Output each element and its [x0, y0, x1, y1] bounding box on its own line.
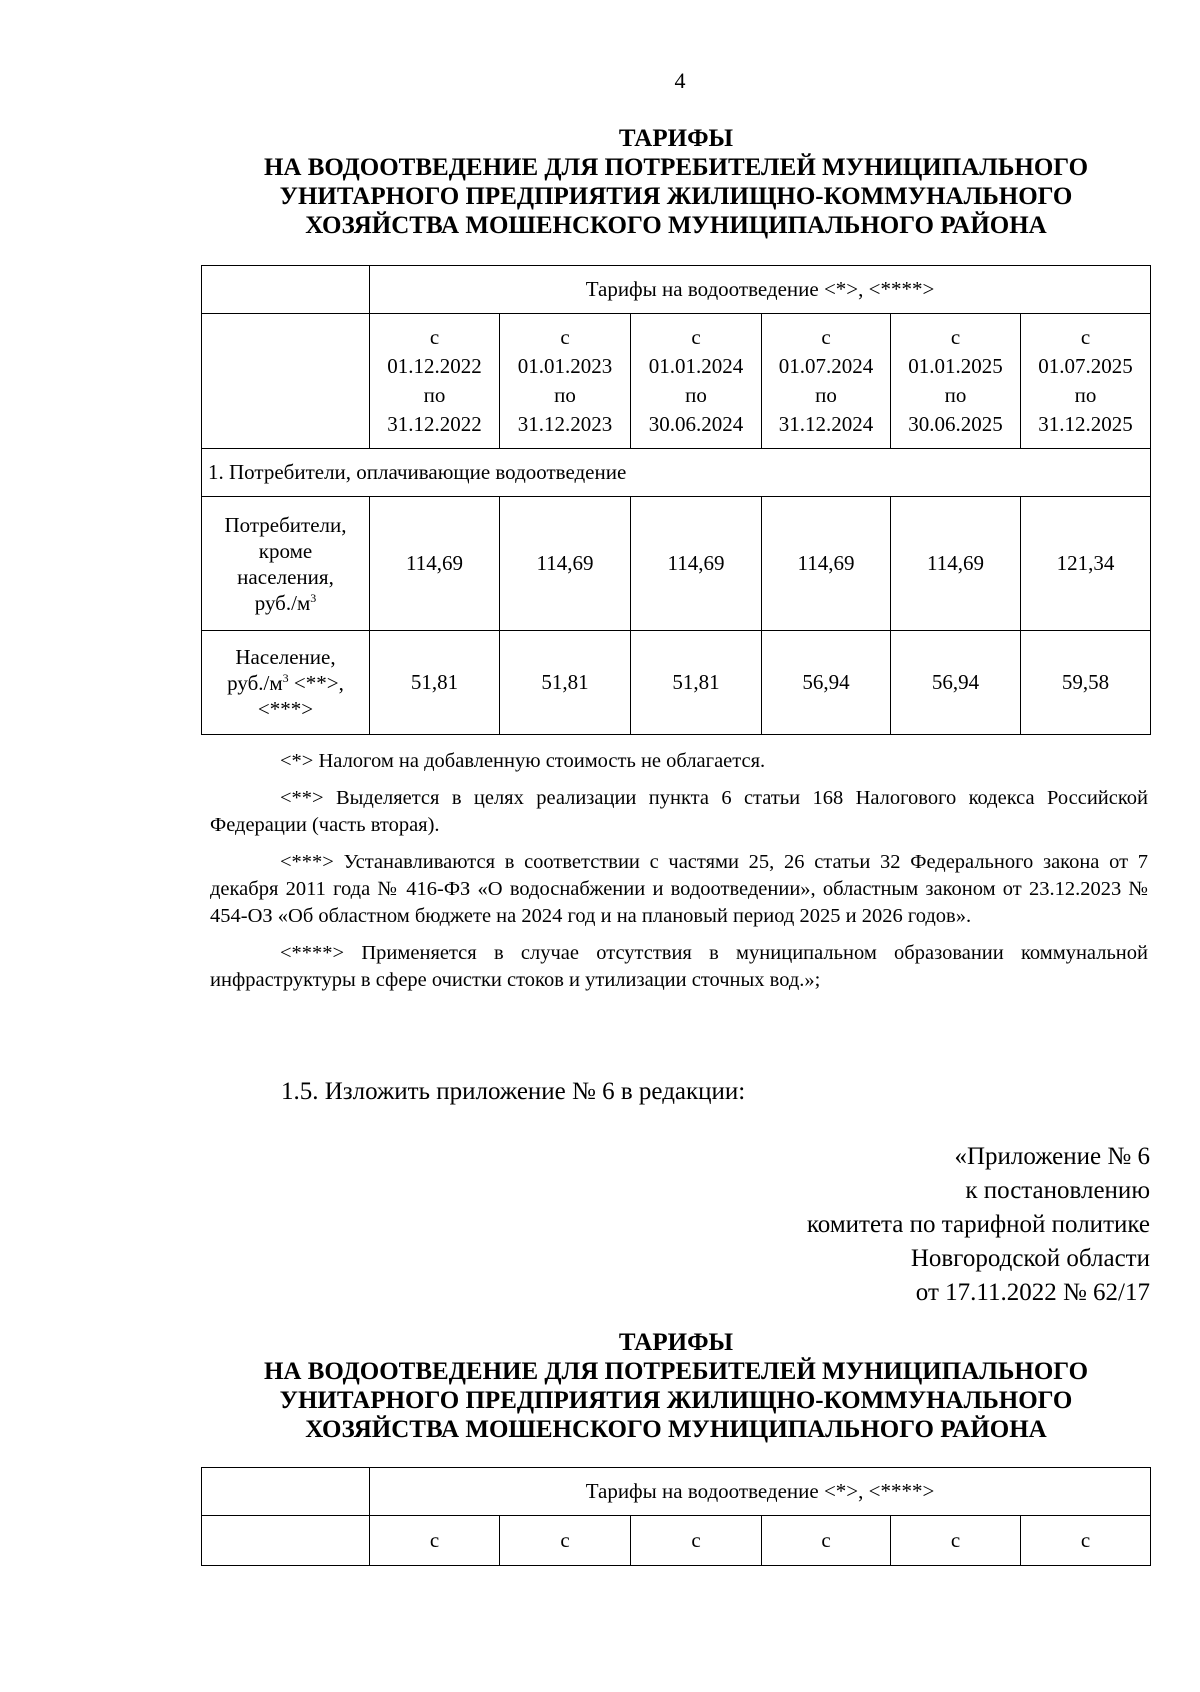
- tariff-value: 114,69: [631, 497, 762, 631]
- tariff-value: 56,94: [762, 631, 891, 735]
- tariff-value: 114,69: [370, 497, 500, 631]
- footnote: <**> Выделяется в целях реализации пункта 6 статьи 168 Налогового кодекса Российской Федерации (часть вторая).: [210, 787, 1148, 836]
- period-cell: с 01.07.2025 по 31.12.2025: [1021, 314, 1151, 449]
- appendix-line: к постановлению: [965, 1177, 1150, 1204]
- title-2-line: ХОЗЯЙСТВА МОШЕНСКОГО МУНИЦИПАЛЬНОГО РАЙОНА: [305, 1416, 1047, 1443]
- table-2-header: Тарифы на водоотведение <*>, <****>: [370, 1468, 1151, 1516]
- tariff-value: 56,94: [891, 631, 1021, 735]
- tariff-table-1: [201, 265, 1151, 735]
- tariff-value: 59,58: [1021, 631, 1151, 735]
- appendix-line: «Приложение № 6: [954, 1143, 1150, 1170]
- period-cell: с 01.01.2024 по 30.06.2024: [631, 314, 762, 449]
- tariff-value: 114,69: [891, 497, 1021, 631]
- tariff-value: 121,34: [1021, 497, 1151, 631]
- appendix-line: от 17.11.2022 № 62/17: [915, 1279, 1150, 1306]
- empty-label-cell: [202, 1516, 370, 1566]
- title-1-line: НА ВОДООТВЕДЕНИЕ ДЛЯ ПОТРЕБИТЕЛЕЙ МУНИЦИПАЛЬНОГО: [263, 154, 1089, 181]
- empty-corner-cell: [202, 1468, 370, 1516]
- period-start-cell: с: [762, 1516, 891, 1566]
- tariff-value: 114,69: [762, 497, 891, 631]
- title-2-line: НА ВОДООТВЕДЕНИЕ ДЛЯ ПОТРЕБИТЕЛЕЙ МУНИЦИПАЛЬНОГО: [263, 1358, 1089, 1385]
- title-1-line: УНИТАРНОГО ПРЕДПРИЯТИЯ ЖИЛИЩНО-КОММУНАЛЬНОГО: [279, 183, 1073, 210]
- footnote: <***> Устанавливаются в соответствии с частями 25, 26 статьи 32 Федерального закона от 7 декабря 2011 года № 416-ФЗ «О водоснабжении и водоотведении», областным законом от 23.12.2023 № 454-ОЗ «Об областном бюджете на 2024 год и на плановый период 2025 и 2026 годов».: [210, 851, 1148, 927]
- section-label: 1. Потребители, оплачивающие водоотведение: [202, 449, 1151, 497]
- period-cell: с 01.01.2023 по 31.12.2023: [500, 314, 631, 449]
- footnotes: [210, 748, 1148, 1004]
- period-start-cell: с: [1021, 1516, 1151, 1566]
- title-2-line: УНИТАРНОГО ПРЕДПРИЯТИЯ ЖИЛИЩНО-КОММУНАЛЬНОГО: [279, 1387, 1073, 1414]
- tariff-value: 114,69: [500, 497, 631, 631]
- appendix-line: комитета по тарифной политике: [806, 1211, 1150, 1238]
- appendix-line: Новгородской области: [910, 1245, 1150, 1272]
- title-2-line: ТАРИФЫ: [618, 1329, 734, 1356]
- row-label-population: Население, $руб./м^3$ <**>, <***>: [202, 631, 370, 735]
- tariff-value: 51,81: [631, 631, 762, 735]
- row-label-non-population: Потребители, кроме населения, $руб./м^3$: [202, 497, 370, 631]
- tariff-value: 51,81: [370, 631, 500, 735]
- period-cell: с 01.01.2025 по 30.06.2025: [891, 314, 1021, 449]
- tariff-table-2: [201, 1467, 1151, 1566]
- tariff-value: 51,81: [500, 631, 631, 735]
- empty-label-cell: [202, 314, 370, 449]
- period-start-cell: с: [370, 1516, 500, 1566]
- period-cell: с 01.07.2024 по 31.12.2024: [762, 314, 891, 449]
- empty-corner-cell: [202, 266, 370, 314]
- table-1-header: Тарифы на водоотведение <*>, <****>: [370, 266, 1151, 314]
- page-number: 4: [674, 68, 686, 93]
- title-1-line: ХОЗЯЙСТВА МОШЕНСКОГО МУНИЦИПАЛЬНОГО РАЙОНА: [305, 212, 1047, 239]
- title-1: [206, 124, 1146, 240]
- item-1-5: 1.5. Изложить приложение № 6 в редакции:: [281, 1078, 746, 1105]
- title-1-line: ТАРИФЫ: [618, 125, 734, 152]
- period-start-cell: с: [500, 1516, 631, 1566]
- footnote: <*> Налогом на добавленную стоимость не облагается.: [280, 750, 766, 772]
- title-2: [206, 1328, 1146, 1444]
- period-start-cell: с: [631, 1516, 762, 1566]
- footnote: <****> Применяется в случае отсутствия в муниципальном образовании коммунальной инфраструктуры в сфере очистки стоков и утилизации сточных вод.»;: [210, 942, 1148, 991]
- period-start-cell: с: [891, 1516, 1021, 1566]
- appendix-reference: [807, 1140, 1150, 1310]
- period-cell: с 01.12.2022 по 31.12.2022: [370, 314, 500, 449]
